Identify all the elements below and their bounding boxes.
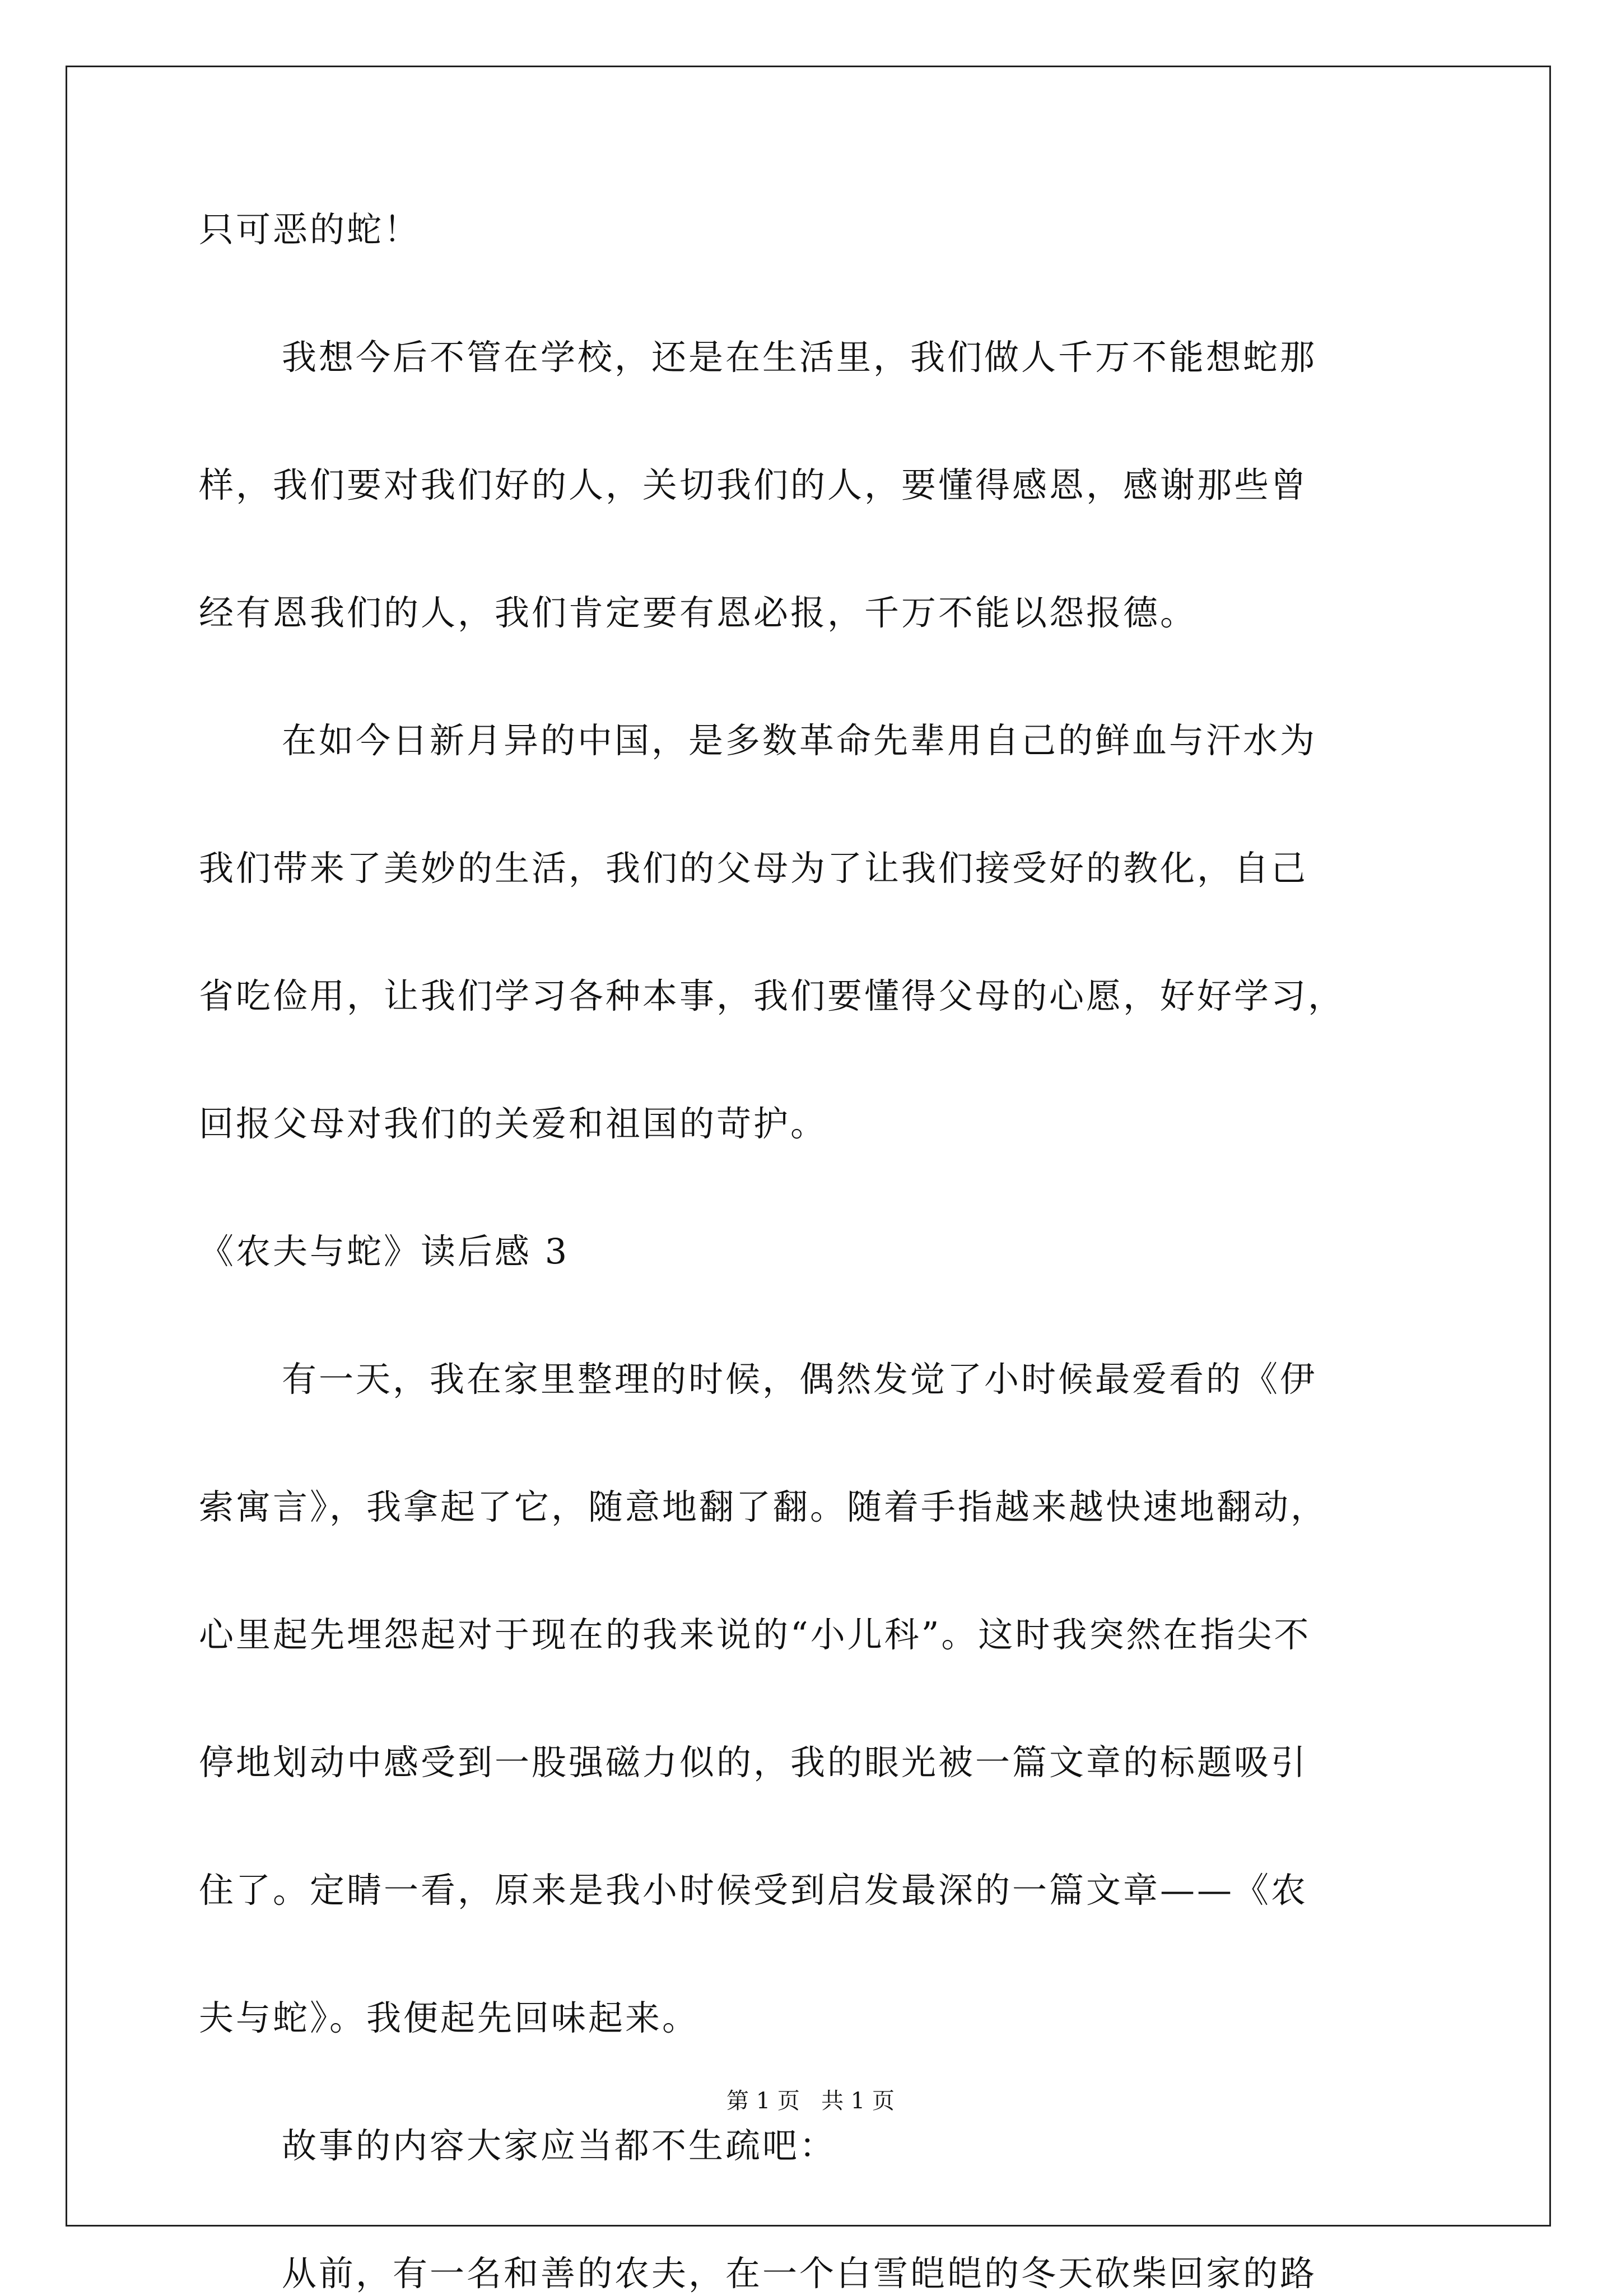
- paragraph-line: 只可恶的蛇！: [199, 209, 421, 250]
- paragraph-line: 从前，有一名和善的农夫，在一个白雪皑皑的冬天砍柴回家的路: [282, 2253, 1317, 2294]
- paragraph-line: 夫与蛇》。我便起先回味起来。: [199, 1997, 700, 2038]
- paragraph-line: 有一天，我在家里整理的时候，偶然发觉了小时候最爱看的《伊: [282, 1359, 1317, 1400]
- paragraph-line: 省吃俭用，让我们学习各种本事，我们要懂得父母的心愿，好好学习，: [199, 975, 1345, 1016]
- page-footer: 第 1 页 共 1 页: [726, 2088, 895, 2114]
- paragraph-line: 在如今日新月异的中国，是多数革命先辈用自己的鲜血与汗水为: [282, 720, 1317, 761]
- paragraph-line: 我想今后不管在学校，还是在生活里，我们做人千万不能想蛇那: [282, 337, 1317, 378]
- paragraph-line: 停地划动中感受到一股强磁力似的，我的眼光被一篇文章的标题吸引: [199, 1742, 1308, 1783]
- paragraph-line: 心里起先埋怨起对于现在的我来说的“小儿科”。这时我突然在指尖不: [199, 1614, 1311, 1655]
- section-heading: 《农夫与蛇》读后感 3: [199, 1231, 570, 1272]
- paragraph-line: 住了。定睛一看，原来是我小时候受到启发最深的一篇文章——《农: [199, 1870, 1308, 1911]
- paragraph-line: 我们带来了美妙的生活，我们的父母为了让我们接受好的教化，自己: [199, 848, 1308, 889]
- paragraph-line: 故事的内容大家应当都不生疏吧：: [282, 2125, 837, 2166]
- paragraph-line: 回报父母对我们的关爱和祖国的苛护。: [199, 1103, 828, 1144]
- paragraph-line: 索寓言》，我拿起了它，随意地翻了翻。随着手指越来越快速地翻动，: [199, 1486, 1328, 1527]
- paragraph-line: 样，我们要对我们好的人，关切我们的人，要懂得感恩，感谢那些曾: [199, 464, 1308, 505]
- paragraph-line: 经有恩我们的人，我们肯定要有恩必报，千万不能以怨报德。: [199, 592, 1198, 633]
